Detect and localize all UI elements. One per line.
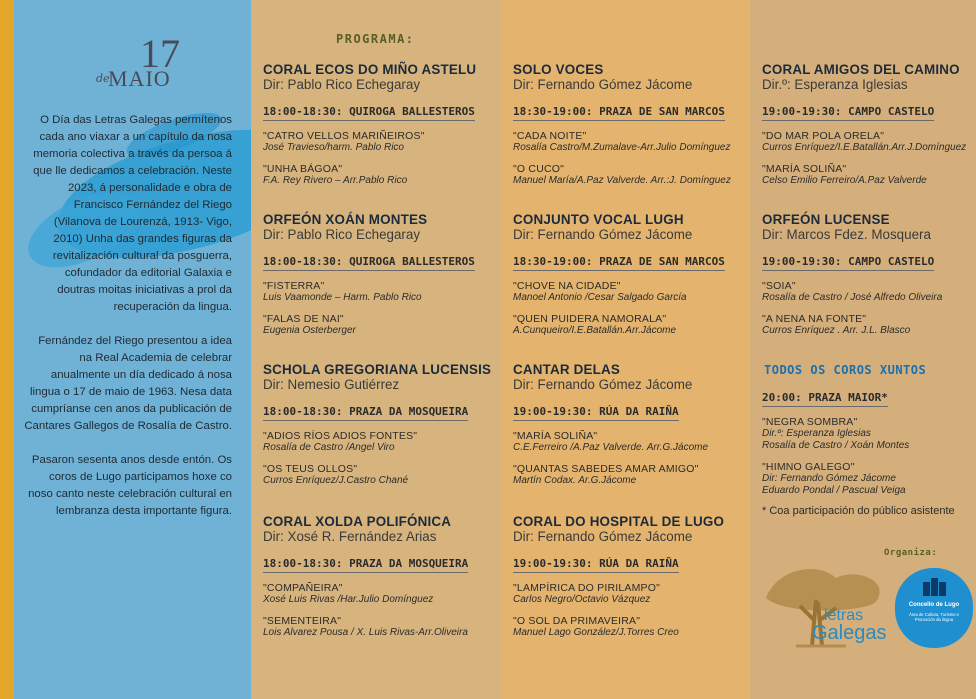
song-title: "CATRO VELLOS MARIÑEIROS" bbox=[263, 130, 425, 142]
left-accent-strip bbox=[0, 0, 14, 699]
date-logo bbox=[96, 31, 236, 96]
song-title: "CADA NOITE" bbox=[513, 130, 587, 142]
choir-director: Dir: Marcos Fdez. Mosquera bbox=[762, 227, 931, 242]
song-title: "MARÍA SOLIÑA" bbox=[513, 430, 598, 442]
song-title: "HIMNO GALEGO" bbox=[762, 461, 855, 473]
choir-name: CORAL XOLDA POLIFÓNICA bbox=[263, 514, 452, 529]
song-title: "MARÍA SOLIÑA" bbox=[762, 163, 847, 175]
choir-name: CONJUNTO VOCAL LUGH bbox=[513, 212, 684, 227]
choir-block bbox=[513, 62, 731, 187]
song-title: "O SOL DA PRIMAVEIRA" bbox=[513, 615, 641, 627]
intro-paragraph: Pasaron sesenta anos desde entón. Os coros de Lugo participamos hoxe co noso canto neste celebración cultural en lembranza desta importante figura. bbox=[28, 454, 232, 517]
choir-block bbox=[762, 62, 966, 187]
choir-director: Dir: Fernando Gómez Jácome bbox=[513, 227, 693, 242]
performance-time: 18:00-18:30: QUIROGA BALLESTEROS bbox=[263, 105, 475, 121]
participation-note: * Coa participación do público asistente bbox=[762, 505, 955, 517]
concello-name: Concello de Lugo bbox=[908, 602, 960, 608]
song-title: "O CUCO" bbox=[513, 163, 565, 175]
song-title: "COMPAÑEIRA" bbox=[263, 582, 343, 594]
song-entry bbox=[263, 582, 468, 606]
song-author: Carlos Negro/Octavio Vázquez bbox=[513, 594, 651, 605]
choir-director: Dir: Fernando Gómez Jácome bbox=[513, 77, 693, 92]
choir-name: CORAL AMIGOS DEL CAMINO bbox=[762, 62, 960, 77]
song-director: Dir: Fernando Gómez Jácome bbox=[762, 473, 896, 484]
song-title: "A NENA NA FONTE" bbox=[762, 313, 867, 325]
song-entry bbox=[762, 163, 966, 187]
song-title: "ADIOS RÍOS ADIOS FONTES" bbox=[263, 430, 418, 442]
choir-director: Dir: Nemesio Gutiérrez bbox=[263, 377, 400, 392]
song-entry bbox=[513, 130, 731, 154]
song-author: Martín Codax. Ar.G.Jácome bbox=[513, 475, 637, 486]
choir-block bbox=[513, 212, 725, 337]
song-entry bbox=[762, 280, 942, 304]
todos-heading: TODOS OS COROS XUNTOS bbox=[764, 363, 927, 377]
performance-time: 18:30-19:00: PRAZA DE SAN MARCOS bbox=[513, 105, 725, 121]
choir-block bbox=[263, 62, 476, 187]
choir-block bbox=[513, 514, 724, 639]
song-author: Eugenia Osterberger bbox=[263, 325, 356, 336]
performance-time: 18:00-18:30: PRAZA DA MOSQUEIRA bbox=[263, 557, 468, 573]
choir-director: Dir: Pablo Rico Echegaray bbox=[263, 77, 421, 92]
intro-text bbox=[24, 112, 232, 537]
performance-time: 19:00-19:30: RÚA DA RAIÑA bbox=[513, 405, 679, 421]
song-entry bbox=[762, 416, 972, 452]
performance-time: 18:30-19:00: PRAZA DE SAN MARCOS bbox=[513, 255, 725, 271]
song-title: "NEGRA SOMBRA" bbox=[762, 416, 858, 428]
song-author: Xosé Luis Rivas /Har.Julio Domínguez bbox=[263, 594, 434, 605]
choir-block bbox=[762, 212, 942, 337]
concello-subtitle: Área de Cultura, Turismo e Promoción da lingua bbox=[908, 612, 960, 622]
intro-paragraph: Fernández del Riego presentou a idea na Real Academia de celebrar anualmente un día dedicado á nosa lingua o 17 de maio de 1963. Nesa data cumpríanse cen anos da publicación de Cantares Gallegos de Rosalía de Castro. bbox=[24, 335, 232, 432]
song-entry bbox=[513, 430, 708, 454]
choir-name: CORAL ECOS DO MIÑO ASTELU bbox=[263, 62, 477, 77]
choir-block bbox=[263, 514, 468, 639]
song-author: Curros Enríquez/J.Castro Chané bbox=[263, 475, 409, 486]
song-entry bbox=[513, 163, 731, 187]
date-month: MAIO bbox=[108, 66, 171, 91]
song-author: José Travieso/harm. Pablo Rico bbox=[263, 142, 404, 153]
choir-name: SCHOLA GREGORIANA LUCENSIS bbox=[263, 362, 492, 377]
choir-name: CANTAR DELAS bbox=[513, 362, 621, 377]
performance-time: 19:00-19:30: CAMPO CASTELO bbox=[762, 255, 934, 271]
performance-time: 18:00-18:30: PRAZA DA MOSQUEIRA bbox=[263, 405, 468, 421]
song-director: Dir.º: Esperanza Iglesias bbox=[762, 428, 871, 439]
song-title: "OS TEUS OLLOS" bbox=[263, 463, 358, 475]
song-author: Rosalía de Castro / José Alfredo Oliveira bbox=[762, 292, 943, 303]
song-entry bbox=[513, 615, 724, 639]
song-author: Eduardo Pondal / Pascual Veiga bbox=[762, 485, 906, 496]
choir-name: ORFEÓN LUCENSE bbox=[762, 212, 890, 227]
choir-block bbox=[513, 362, 708, 487]
performance-time: 18:00-18:30: QUIROGA BALLESTEROS bbox=[263, 255, 475, 271]
song-author: F.A. Rey Rivero – Arr.Pablo Rico bbox=[263, 175, 408, 186]
song-title: "UNHA BÁGOA" bbox=[263, 163, 343, 175]
song-title: "QUANTAS SABEDES AMAR AMIGO" bbox=[513, 463, 699, 475]
song-author: A.Cunqueiro/I.E.Batallán.Arr.Jácome bbox=[513, 325, 677, 336]
choir-director: Dir: Fernando Gómez Jácome bbox=[513, 377, 693, 392]
castle-icon bbox=[919, 576, 949, 598]
todos-block bbox=[762, 388, 972, 518]
song-entry bbox=[263, 430, 491, 454]
song-author: Manoel Antonio /Cesar Salgado García bbox=[513, 292, 687, 303]
song-author: Luis Vaamonde – Harm. Pablo Rico bbox=[263, 292, 422, 303]
song-title: "FALAS DE NAI" bbox=[263, 313, 344, 325]
song-author: Lois Alvarez Pousa / X. Luis Rivas-Arr.Oliveira bbox=[263, 627, 468, 638]
song-entry bbox=[762, 461, 972, 497]
choir-director: Dir: Pablo Rico Echegaray bbox=[263, 227, 421, 242]
performance-time: 19:00-19:30: CAMPO CASTELO bbox=[762, 105, 934, 121]
song-entry bbox=[513, 313, 725, 337]
song-author: C.E.Ferreiro /A.Paz Valverde. Arr.G.Jácome bbox=[513, 442, 709, 453]
todos-time: 20:00: PRAZA MAIOR* bbox=[762, 391, 888, 407]
song-author: Curros Enríquez/I.E.Batallán.Arr.J.Domínguez bbox=[762, 142, 967, 153]
song-author: Celso Emilio Ferreiro/A.Paz Valverde bbox=[762, 175, 927, 186]
concello-lugo-logo bbox=[895, 568, 973, 648]
song-title: "QUEN PUIDERA NAMORALA" bbox=[513, 313, 667, 325]
song-entry bbox=[762, 130, 966, 154]
choir-block bbox=[263, 362, 491, 487]
song-entry bbox=[263, 463, 491, 487]
choir-name: ORFEÓN XOÁN MONTES bbox=[263, 212, 428, 227]
song-title: "CHOVE NA CIDADE" bbox=[513, 280, 621, 292]
song-title: "LAMPÍRICA DO PIRILAMPO" bbox=[513, 582, 661, 594]
song-author: Manuel María/A.Paz Valverde. Arr.:J. Domínguez bbox=[513, 175, 731, 186]
choir-director: Dir: Fernando Gómez Jácome bbox=[513, 529, 693, 544]
song-title: "DO MAR POLA ORELA" bbox=[762, 130, 885, 142]
song-entry bbox=[263, 615, 468, 639]
song-entry bbox=[762, 313, 942, 337]
date-de: de bbox=[96, 72, 110, 85]
organiza-label: Organiza: bbox=[884, 548, 938, 558]
song-author: Rosalía Castro/M.Zumalave-Arr.Julio Domínguez bbox=[513, 142, 731, 153]
song-title: "SOIA" bbox=[762, 280, 796, 292]
choir-name: CORAL DO HOSPITAL DE LUGO bbox=[513, 514, 725, 529]
song-entry bbox=[513, 463, 708, 487]
song-entry bbox=[263, 280, 475, 304]
song-entry bbox=[263, 130, 476, 154]
song-entry bbox=[513, 280, 725, 304]
song-author: Rosalía de Castro /Angel Viro bbox=[263, 442, 395, 453]
choir-director: Dir.º: Esperanza Iglesias bbox=[762, 77, 908, 92]
intro-paragraph: O Día das Letras Galegas permítenos cada ano viaxar a un capítulo da nosa memoria colectiva a través da persoa á que lle dedicamos a celebración. Neste 2023, á personalidade e obra de Francisco Fernández del Riego (Vilanova de Lourenzá, 1913- Vigo, 2010) Unha das grandes figuras da revitalización cultural da posguerra, cofundador da editorial Galaxia e doutras moitas iniciativas a prol da recuperación da lingua. bbox=[33, 114, 232, 313]
song-entry bbox=[513, 582, 724, 606]
letras-logo-text: letras bbox=[824, 607, 864, 624]
song-entry bbox=[263, 313, 475, 337]
song-author: Curros Enríquez . Arr. J.L. Blasco bbox=[762, 325, 911, 336]
choir-block bbox=[263, 212, 475, 337]
choir-name: SOLO VOCES bbox=[513, 62, 604, 77]
choir-director: Dir: Xosé R. Fernández Arias bbox=[263, 529, 437, 544]
performance-time: 19:00-19:30: RÚA DA RAIÑA bbox=[513, 557, 679, 573]
song-title: "SEMENTEIRA" bbox=[263, 615, 342, 627]
song-author: Rosalía de Castro / Xoán Montes bbox=[762, 440, 910, 451]
date-day: 17 bbox=[140, 31, 180, 76]
song-title: "FISTERRA" bbox=[263, 280, 325, 292]
galegas-logo-text: Galegas bbox=[812, 622, 887, 644]
song-entry bbox=[263, 163, 476, 187]
song-author: Manuel Lago González/J.Torres Creo bbox=[513, 627, 679, 638]
programa-heading: PROGRAMA: bbox=[336, 32, 415, 46]
